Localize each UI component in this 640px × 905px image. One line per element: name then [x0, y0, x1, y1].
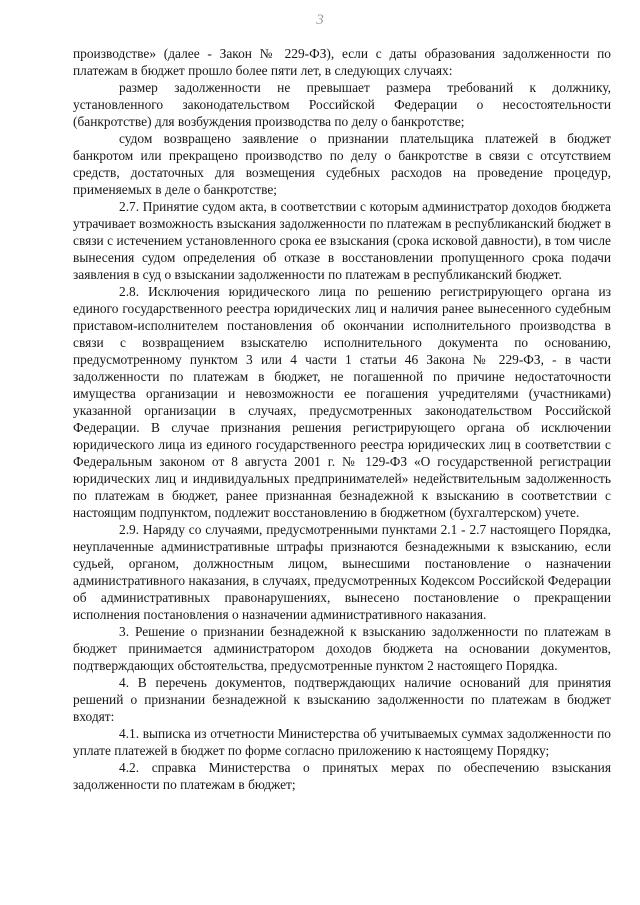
document-body [73, 45, 611, 793]
paragraph-2-7: 2.7. Принятие судом акта, в соответствии с которым администратор доходов бюджета утрачивает возможность взыскания задолженности по платежам в республиканский бюджет в связи с истечением установленного срока ее взыскания (срока исковой давности), в том числе вынесения судом определения об отказе в восстановлении пропущенного срока подачи заявления в суд о взыскании задолженности по платежам в республиканский бюджет. [73, 199, 611, 282]
paragraph-2-9: 2.9. Наряду со случаями, предусмотренными пунктами 2.1 - 2.7 настоящего Порядка, неуплаченные административные штрафы признаются безнадежными к взысканию, если судьей, органом, должностным лицом, вынесшими постановление о назначении административного наказания, в случаях, предусмотренных Кодексом Российской Федерации об административных правонарушениях, вынесено постановление о прекращении исполнения постановления о назначении административного наказания. [73, 522, 611, 622]
paragraph-3: 3. Решение о признании безнадежной к взысканию задолженности по платежам в бюджет принимается администратором доходов бюджета на основании документов, подтверждающих обстоятельства, предусмотренные пунктом 2 настоящего Порядка. [73, 624, 611, 673]
paragraph-4-1: 4.1. выписка из отчетности Министерства об учитываемых суммах задолженности по уплате платежей в бюджет по форме согласно приложению к настоящему Порядку; [73, 726, 611, 758]
page-number: 3 [316, 12, 324, 28]
paragraph-debt-amount-case: размер задолженности не превышает размера требований к должнику, установленного законодательством Российской Федерации о несостоятельности (банкротстве) для возбуждения производства по делу о банкротстве; [73, 80, 611, 129]
paragraph-4: 4. В перечень документов, подтверждающих наличие оснований для принятия решений о признании безнадежной к взысканию задолженности по платежам в бюджет входят: [73, 675, 611, 724]
paragraph-law-reference: производстве» (далее - Закон № 229-ФЗ), если с даты образования задолженности по платежам в бюджет прошло более пяти лет, в следующих случаях: [73, 46, 611, 78]
paragraph-4-2: 4.2. справка Министерства о принятых мерах по обеспечению взыскания задолженности по платежам в бюджет; [73, 760, 611, 792]
paragraph-2-8: 2.8. Исключения юридического лица по решению регистрирующего органа из единого государственного реестра юридических лиц и наличия ранее вынесенного судебным приставом-исполнителем постановления об окончании исполнительного производства в связи с возвращением взыскателю исполнительного документа по основанию, предусмотренному пунктом 3 или 4 части 1 статьи 46 Закона № 229-ФЗ, - в части задолженности по платежам в бюджет, не погашенной по причине недостаточности имущества организации и невозможности ее погашения учредителями (участниками) указанной организации в случаях, предусмотренных законодательством Российской Федерации. В случае признания решения регистрирующего органа об исключении юридического лица из единого государственного реестра юридических лиц в соответствии с Федеральным законом от 8 августа 2001 г. № 129-ФЗ «О государственной регистрации юридических лиц и индивидуальных предпринимателей» недействительным задолженность по платежам в бюджет, ранее признанная безнадежной к взысканию в соответствии с настоящим подпунктом, подлежит восстановлению в бюджетном (бухгалтерском) учете. [73, 284, 611, 520]
paragraph-bankruptcy-case: судом возвращено заявление о признании плательщика платежей в бюджет банкротом или прекращено производство по делу о банкротстве в связи с отсутствием средств, достаточных для возмещения судебных расходов на проведение процедур, применяемых в деле о банкротстве; [73, 131, 611, 197]
